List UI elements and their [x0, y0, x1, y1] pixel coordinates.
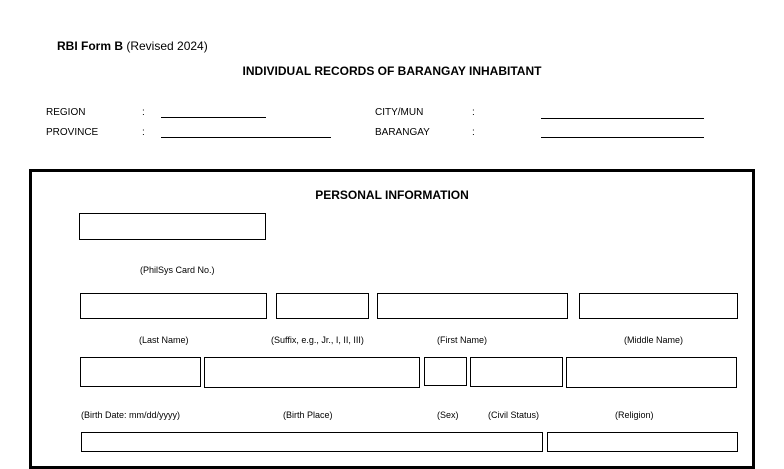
first-name-input[interactable] [377, 293, 568, 319]
sex-input[interactable] [424, 357, 467, 386]
barangay-label: BARANGAY [375, 127, 430, 138]
barangay-field[interactable] [541, 137, 704, 138]
document-title: INDIVIDUAL RECORDS OF BARANGAY INHABITANT [242, 64, 542, 78]
next-row-wide-input[interactable] [81, 432, 543, 452]
last-name-input[interactable] [80, 293, 267, 319]
first-name-caption: (First Name) [437, 335, 487, 345]
birth-place-caption: (Birth Place) [283, 410, 333, 420]
province-label: PROVINCE [46, 127, 99, 138]
philsys-caption: (PhilSys Card No.) [140, 265, 215, 275]
middle-name-input[interactable] [579, 293, 738, 319]
barangay-colon: : [472, 127, 475, 138]
civil-status-input[interactable] [470, 357, 563, 387]
suffix-input[interactable] [276, 293, 369, 319]
form-revision: (Revised 2024) [126, 39, 208, 53]
birth-date-input[interactable] [80, 357, 201, 387]
next-row-right-input[interactable] [547, 432, 738, 452]
civil-status-caption: (Civil Status) [488, 410, 540, 420]
religion-input[interactable] [566, 357, 737, 388]
suffix-caption: (Suffix, e.g., Jr., I, II, III) [271, 335, 364, 345]
sex-caption: (Sex) [437, 410, 459, 420]
personal-information-title: PERSONAL INFORMATION [315, 188, 469, 202]
city-mun-colon: : [472, 107, 475, 118]
province-field[interactable] [161, 137, 331, 138]
form-identifier [57, 39, 208, 53]
last-name-caption: (Last Name) [139, 335, 189, 345]
region-colon: : [142, 107, 145, 118]
province-colon: : [142, 127, 145, 138]
region-field[interactable] [161, 117, 266, 118]
city-mun-label: CITY/MUN [375, 107, 424, 118]
birth-date-caption: (Birth Date: mm/dd/yyyy) [81, 410, 181, 420]
middle-name-caption: (Middle Name) [624, 335, 684, 345]
form-name: RBI Form B [57, 39, 123, 53]
city-mun-field[interactable] [541, 118, 704, 119]
region-label: REGION [46, 107, 86, 118]
philsys-card-input[interactable] [79, 213, 266, 240]
birth-place-input[interactable] [204, 357, 420, 388]
religion-caption: (Religion) [615, 410, 654, 420]
